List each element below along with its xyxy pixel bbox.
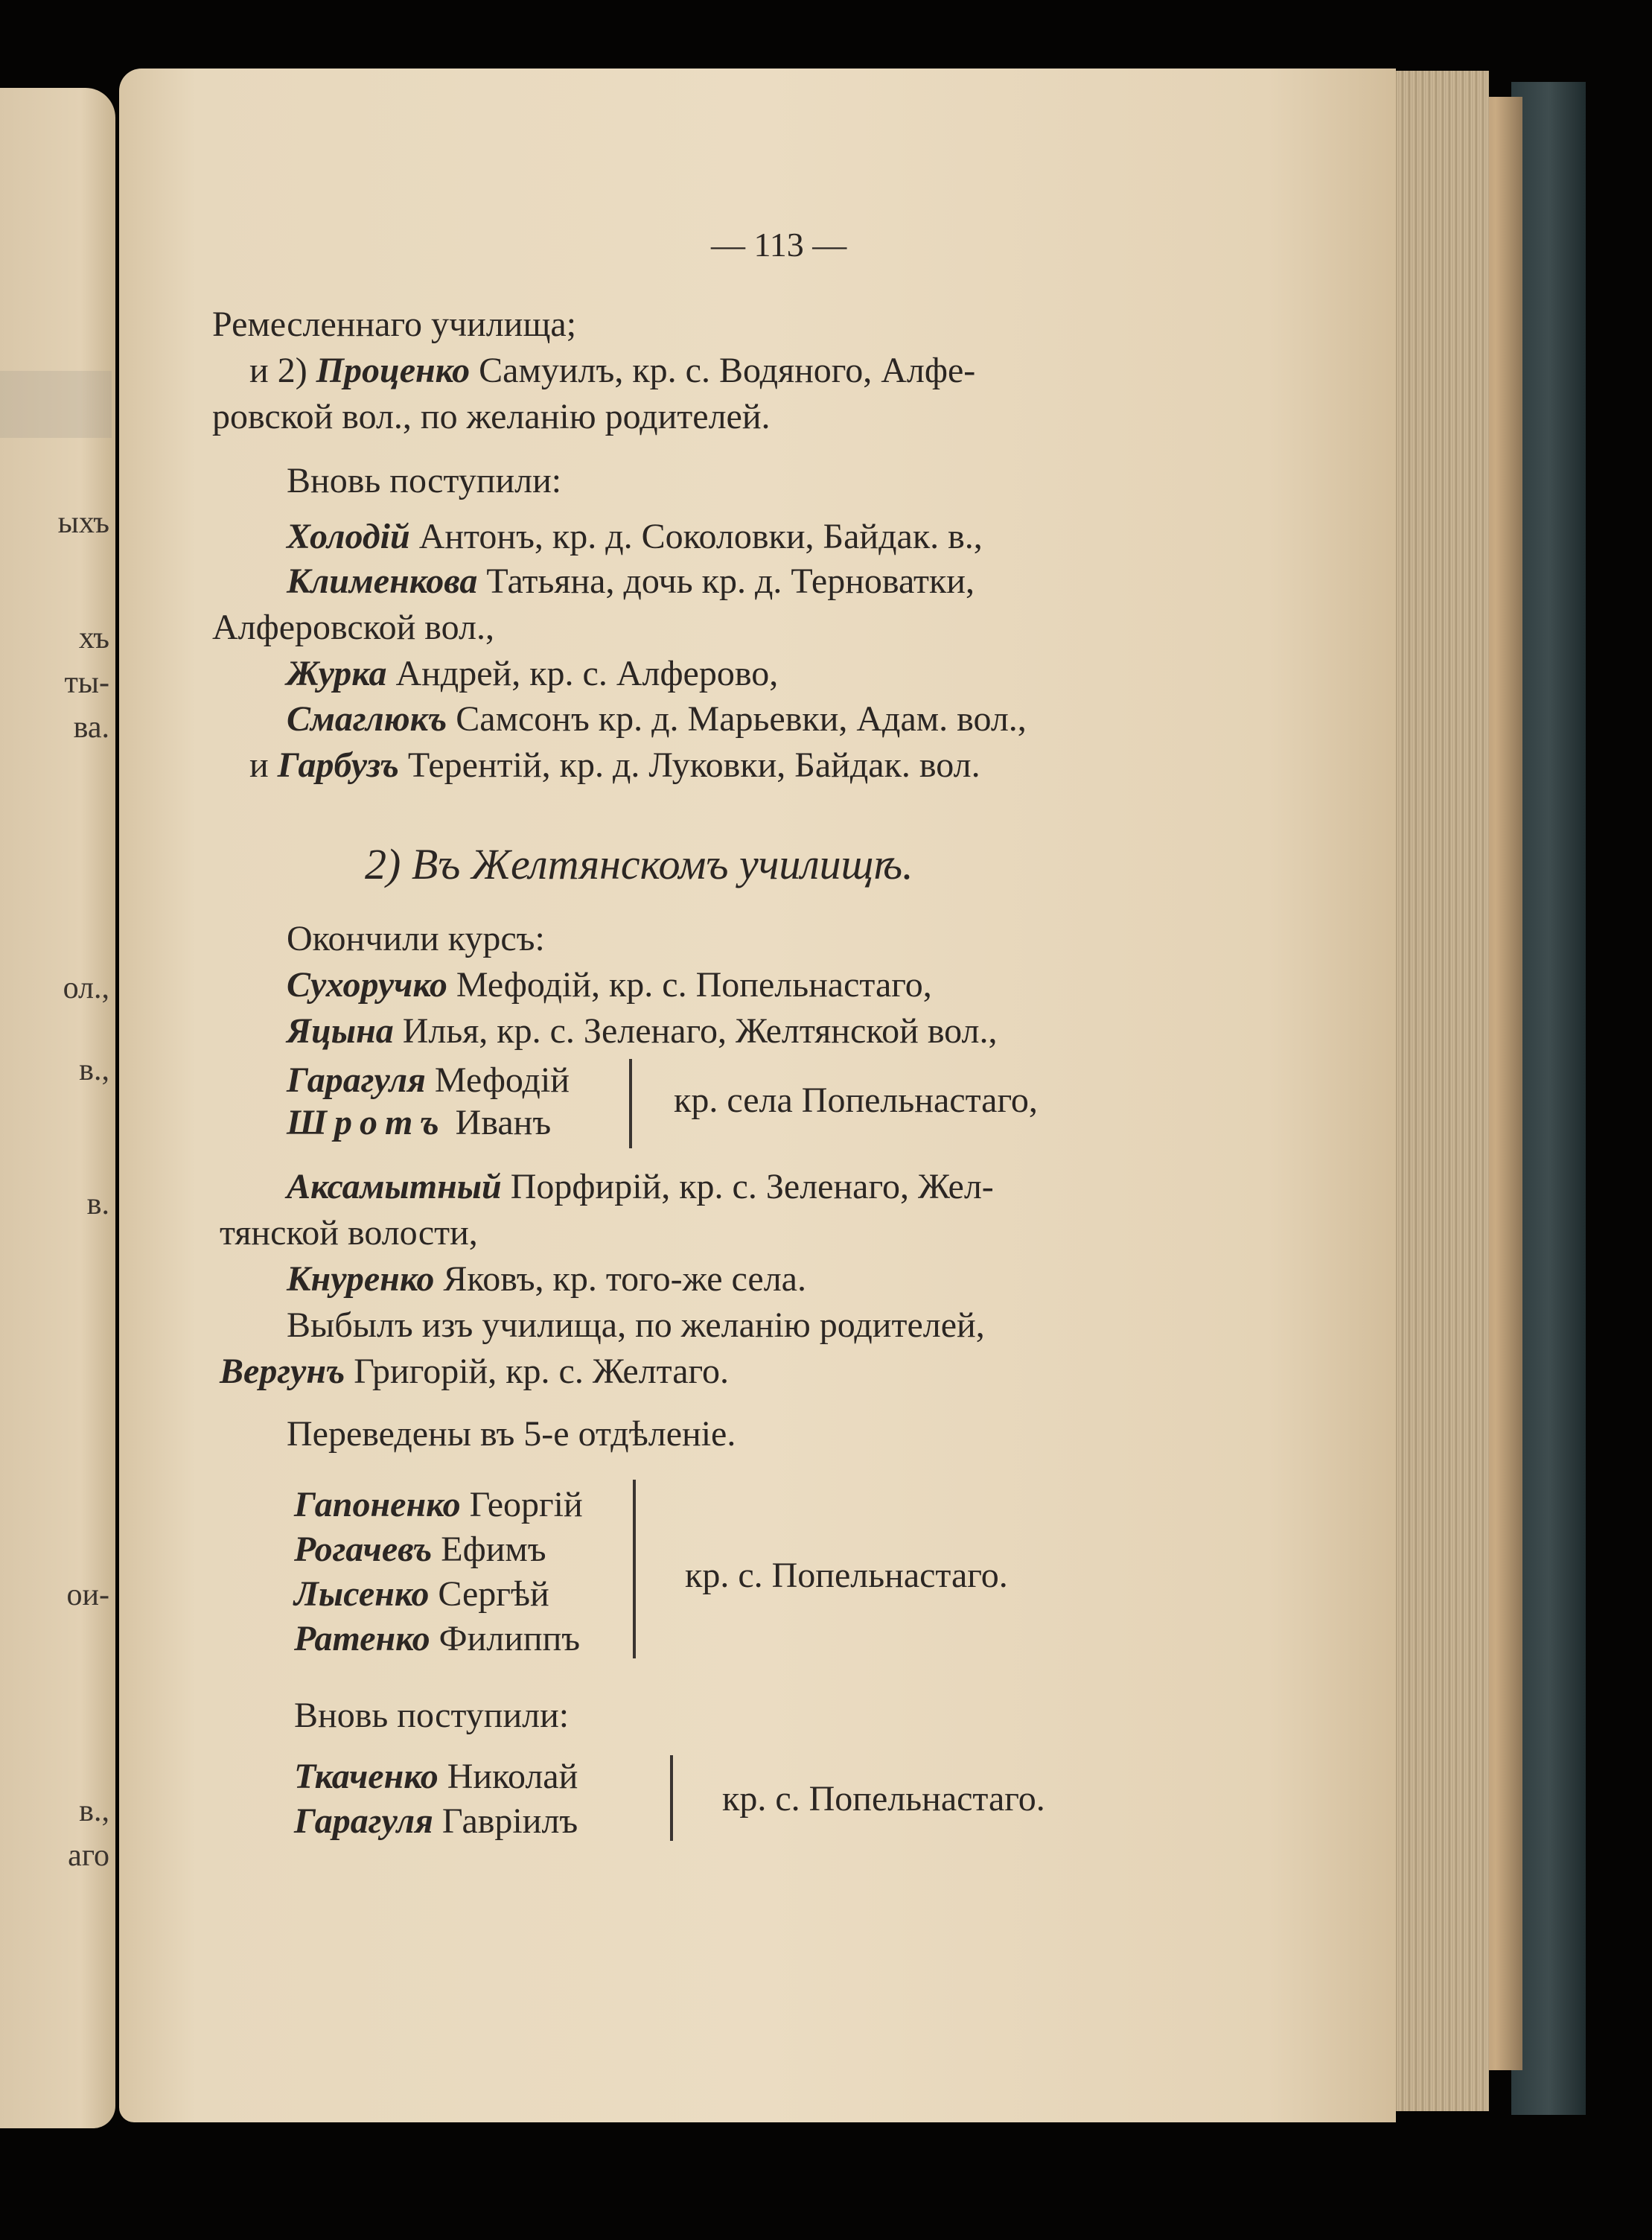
surname: Аксамытный — [287, 1167, 502, 1206]
text-line: Аксамытный Порфирій, кр. с. Зеленаго, Жел- — [287, 1167, 994, 1206]
left-fragment: аго — [68, 1839, 109, 1873]
surname: Гарагуля — [287, 1060, 426, 1100]
surname: Рогачевъ — [294, 1530, 433, 1569]
surname: Гарбузъ — [277, 745, 399, 785]
surname: Сухоручко — [287, 965, 447, 1005]
text-line: Ратенко Филиппъ — [294, 1619, 581, 1658]
place-text: кр. села Попельнастаго, — [674, 1081, 1038, 1120]
text-line: Выбылъ изъ училища, по желанію родителей, — [287, 1305, 985, 1345]
left-fragment: ыхъ — [57, 506, 109, 540]
surname: Гарагуля — [294, 1801, 433, 1841]
surname: Клименкова — [287, 561, 478, 601]
surname: Лысенко — [294, 1574, 430, 1614]
text-line: и Гарбузъ Терентій, кр. д. Луковки, Байдак. вол. — [249, 745, 980, 785]
text-line: и 2) Проценко Самуилъ, кр. с. Водяного, Алфе- — [249, 351, 976, 390]
surname: Холодій — [287, 517, 410, 556]
text-line: Гарагуля Мефодій — [287, 1060, 570, 1100]
subheading: Окончили курсъ: — [287, 919, 545, 958]
text-line: Алферовской вол., — [212, 608, 494, 647]
text-line: Яцына Илья, кр. с. Зеленаго, Желтянской вол., — [287, 1011, 998, 1051]
page-number: — 113 — — [711, 226, 847, 264]
section-heading: 2) Въ Желтянскомъ училищѣ. — [365, 840, 913, 888]
text-line: Смаглюкъ Самсонъ кр. д. Марьевки, Адам. вол., — [287, 699, 1027, 739]
text-line: Ремесленнаго училища; — [212, 305, 577, 344]
book-cover — [1511, 82, 1586, 2115]
text-line: Ткаченко Николай — [294, 1757, 578, 1796]
surname: Шротъ — [287, 1103, 447, 1142]
left-page-shadow — [0, 371, 112, 438]
subheading: Переведены въ 5-е отдѣленіе. — [287, 1414, 736, 1454]
page-edges — [1385, 71, 1489, 2111]
text-line: Кнуренко Яковъ, кр. того-же села. — [287, 1259, 806, 1299]
left-facing-page — [0, 88, 115, 2128]
surname: Журка — [287, 654, 387, 693]
place-text: кр. с. Попельнастаго. — [722, 1779, 1045, 1819]
brace-line — [633, 1480, 636, 1658]
text-line: Гарагуля Гаврiилъ — [294, 1801, 578, 1841]
text-line: Клименкова Татьяна, дочь кр. д. Терноватки, — [287, 561, 975, 601]
book-page — [119, 69, 1396, 2122]
surname: Вергунъ — [220, 1352, 345, 1391]
text-line: Гапоненко Георгій — [294, 1485, 583, 1524]
left-fragment: в., — [79, 1794, 109, 1828]
text-line: Холодій Антонъ, кр. д. Соколовки, Байдак. в., — [287, 517, 983, 556]
left-fragment: в. — [86, 1187, 109, 1221]
surname: Гапоненко — [294, 1485, 461, 1524]
brace-line — [670, 1755, 673, 1841]
left-fragment: ол., — [63, 971, 109, 1005]
subheading: Вновь поступили: — [287, 461, 562, 500]
left-fragment: в., — [79, 1053, 109, 1087]
text-line: Сухоручко Мефодій, кр. с. Попельнастаго, — [287, 965, 932, 1005]
text-line: Вергунъ Григорій, кр. с. Желтаго. — [220, 1352, 730, 1391]
surname: Ткаченко — [294, 1757, 438, 1796]
surname: Кнуренко — [287, 1259, 435, 1299]
left-fragment: ты- — [64, 666, 109, 700]
surname: Яцына — [287, 1011, 394, 1051]
text-line: ровской вол., по желанію родителей. — [212, 397, 771, 436]
left-fragment: хъ — [78, 621, 109, 655]
subheading: Вновь поступили: — [294, 1696, 570, 1735]
text-line: Лысенко Сергѣй — [294, 1574, 549, 1614]
surname: Ратенко — [294, 1619, 430, 1658]
text-line: Шротъ Иванъ — [287, 1103, 552, 1142]
place-text: кр. с. Попельнастаго. — [685, 1556, 1008, 1595]
text-line: Рогачевъ Ефимъ — [294, 1530, 546, 1569]
text-line: Журка Андрей, кр. с. Алферово, — [287, 654, 779, 693]
brace-line — [629, 1059, 632, 1148]
text-line: тянской волости, — [220, 1213, 478, 1253]
left-fragment: ои- — [66, 1578, 109, 1612]
surname: Проценко — [316, 351, 471, 390]
left-fragment: ва. — [73, 710, 109, 745]
surname: Смаглюкъ — [287, 699, 447, 739]
